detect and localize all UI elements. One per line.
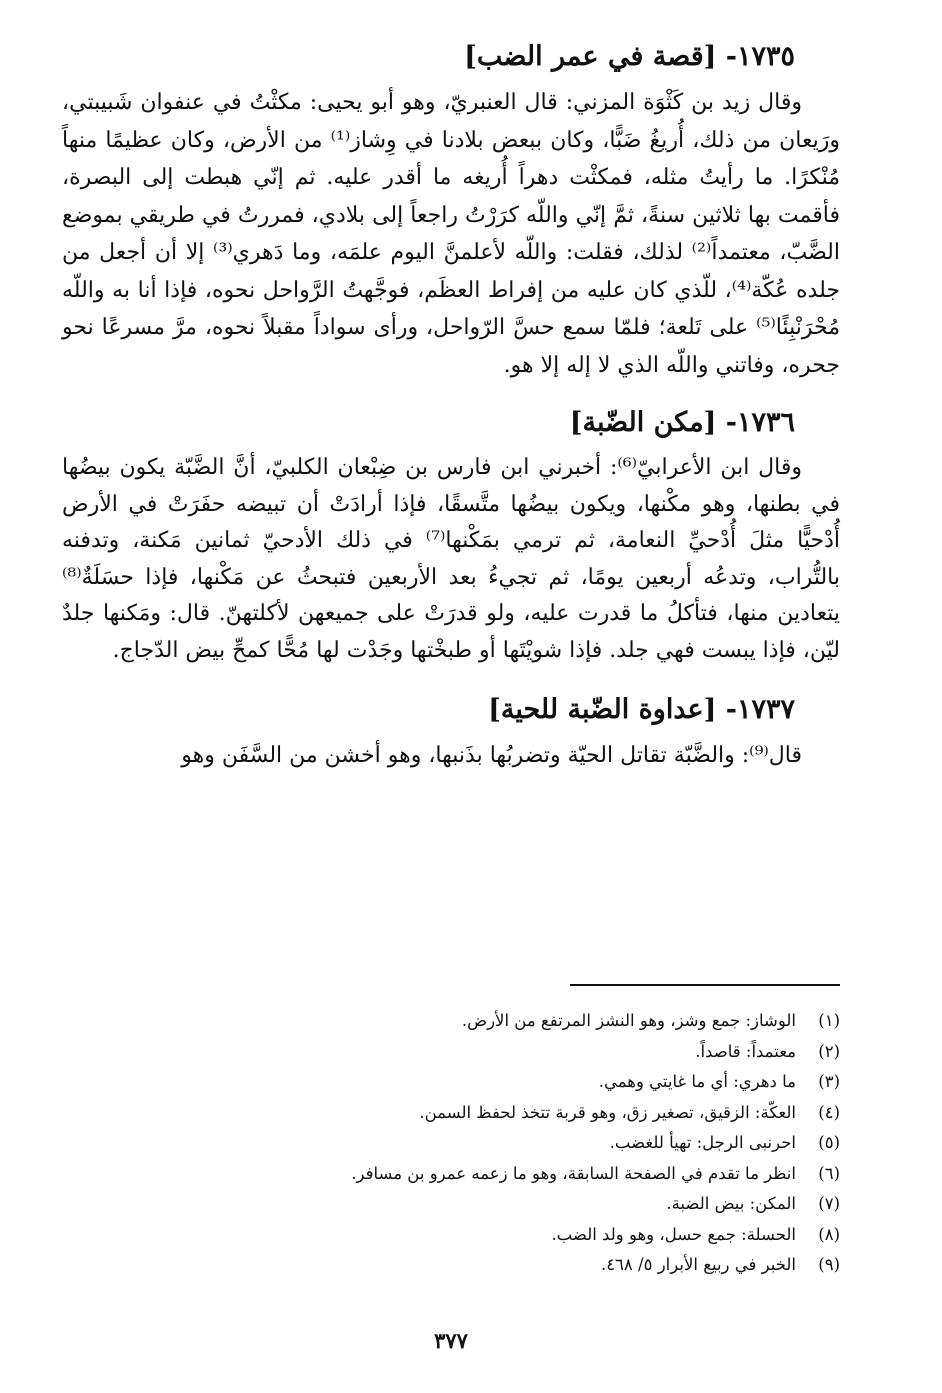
section-title: ١٧٣٧- [عداوة الضّبة للحية] [488, 694, 795, 725]
footnote-item [62, 1159, 840, 1190]
section-1735 [62, 40, 840, 384]
footnote-item [62, 1220, 840, 1251]
footnote-item [62, 1128, 840, 1159]
page-number: ٣٧٧ [434, 1328, 468, 1353]
footnote-number: (٨) [818, 1224, 840, 1244]
footnote-number: (٢) [818, 1041, 840, 1061]
section-title: ١٧٣٥- [قصة في عمر الضب] [464, 41, 795, 72]
section-body: وقال زيد بن كَثْوَة المزني: قال العنبريّ، وهو أبو يحيى: مكثْتُ في عنفوان شَبيبتي، ورَيعان من ذلك، أُريغُ ضَبًّا، وكان ببعض بلادنا في وِشاز⁽¹⁾ من الأرض، وكان عظيمًا منهاً مُنْكرًا. ما رأيتُ مثله، فمكثْت دهراً أُريغه ما أقدر عليه. ثم إنّي هبطت إلى البصرة، فأقمت بها ثلاثين سنةً، ثمَّ إنّي واللّه كرَرْتُ راجعاً إلى بلادي، فمررتُ في طريقي بموضع الضَّبّ، معتمداً⁽²⁾ لذلك، فقلت: واللّه لأعلمنَّ اليوم علمَه، وما دَهري⁽³⁾ إلا أن أجعل من جلده عُكّة⁽⁴⁾، للّذي كان عليه من إفراط العظَم، فوجَّهتُ الرَّواحل نحوه، فإذا أنا به واللّه مُحْرَنْبِئًا⁽⁵⁾ على تَلعة؛ فلمّا سمع حسَّ الرّواحل، ورأى سواداً مقبلاً نحوه، مرَّ مسرعًا نحو جحره، وفاتني واللّه الذي لا إله إلا هو. [62, 90, 840, 378]
footnote-text: الحسلة: جمع حسل، وهو ولد الضب. [551, 1224, 796, 1244]
footnote-item [62, 1037, 840, 1068]
footnote-separator [570, 984, 840, 986]
footnote-number: (١) [818, 1011, 840, 1030]
footnote-item [62, 1189, 840, 1220]
section-title: ١٧٣٦- [مكن الضّبة] [569, 407, 795, 438]
footnote-text: معتمداً: قاصداً. [695, 1041, 796, 1061]
footnote-number: (٥) [818, 1133, 840, 1152]
section-1736 [62, 406, 840, 669]
footnote-item [62, 1250, 840, 1281]
footnote-text: الوشاز: جمع وشز، وهو النشز المرتفع من الأرض. [461, 1011, 796, 1030]
footnote-number: (٦) [818, 1163, 840, 1183]
footnote-text: العكّة: الزقيق، تصغير زق، وهو قربة تتخذ لحفظ السمن. [419, 1102, 796, 1122]
book-page [62, 40, 840, 1353]
section-body: قال⁽⁹⁾: والضَّبّة تقاتل الحيّة وتضربُها بذَنبها، وهو أخشن من السَّفَن وهو [181, 743, 802, 768]
footnote-number: (٩) [818, 1255, 840, 1274]
section-body: وقال ابن الأعرابيّ⁽⁶⁾: أخبرني ابن فارس بن ضِبْعان الكلبيّ، أنَّ الضَّبّة يكون بيضُها في بطنها، وهو مكْنها، ويكون بيضُها متَّسقًا، فإذا أرادَتْ أن تبيضه حفَرَتْ في الأرض أُدْحيًّا مثلَ أُدْحيِّ النعامة، ثم ترمي بمَكْنها⁽⁷⁾ في ذلك الأدحيّ ثمانين مَكنة، وتدفنه بالتُّراب، وتدعُه أربعين يومًا، ثم تجيءُ بعد الأربعين فتبحثُ عن مَكْنها، فإذا حسَلَةٌ⁽⁸⁾ يتعادين منها، فتأكلُ ما قدرت عليه، ولو قدرَتْ على جميعهن لأكلتهنّ. قال: ومَكنها جلدٌ ليّن، فإذا يبست فهي جلد. فإذا شويْتَها أو طبخْتها وجَدْت لها مُحًّا كمحِّ بيض الدّجاج. [62, 455, 840, 663]
footnote-item [62, 1098, 840, 1129]
footnote-text: ما دهري: أي ما غايتي وهمي. [598, 1072, 796, 1091]
footnotes-list [62, 1006, 840, 1281]
section-1737 [62, 693, 840, 775]
footnote-number: (٧) [818, 1194, 840, 1213]
footnote-text: احرنبى الرجل: تهيأ للغضب. [609, 1133, 796, 1152]
footnote-item [62, 1006, 840, 1037]
footnote-text: الخبر في ربيع الأبرار ٥/ ٤٦٨. [600, 1255, 796, 1274]
footnote-number: (٤) [818, 1102, 840, 1122]
footnote-number: (٣) [818, 1072, 840, 1091]
footnote-item [62, 1067, 840, 1098]
footnote-text: المكن: بيض الضبة. [666, 1194, 796, 1213]
footnote-text: انظر ما تقدم في الصفحة السابقة، وهو ما زعمه عمرو بن مسافر. [351, 1163, 796, 1183]
